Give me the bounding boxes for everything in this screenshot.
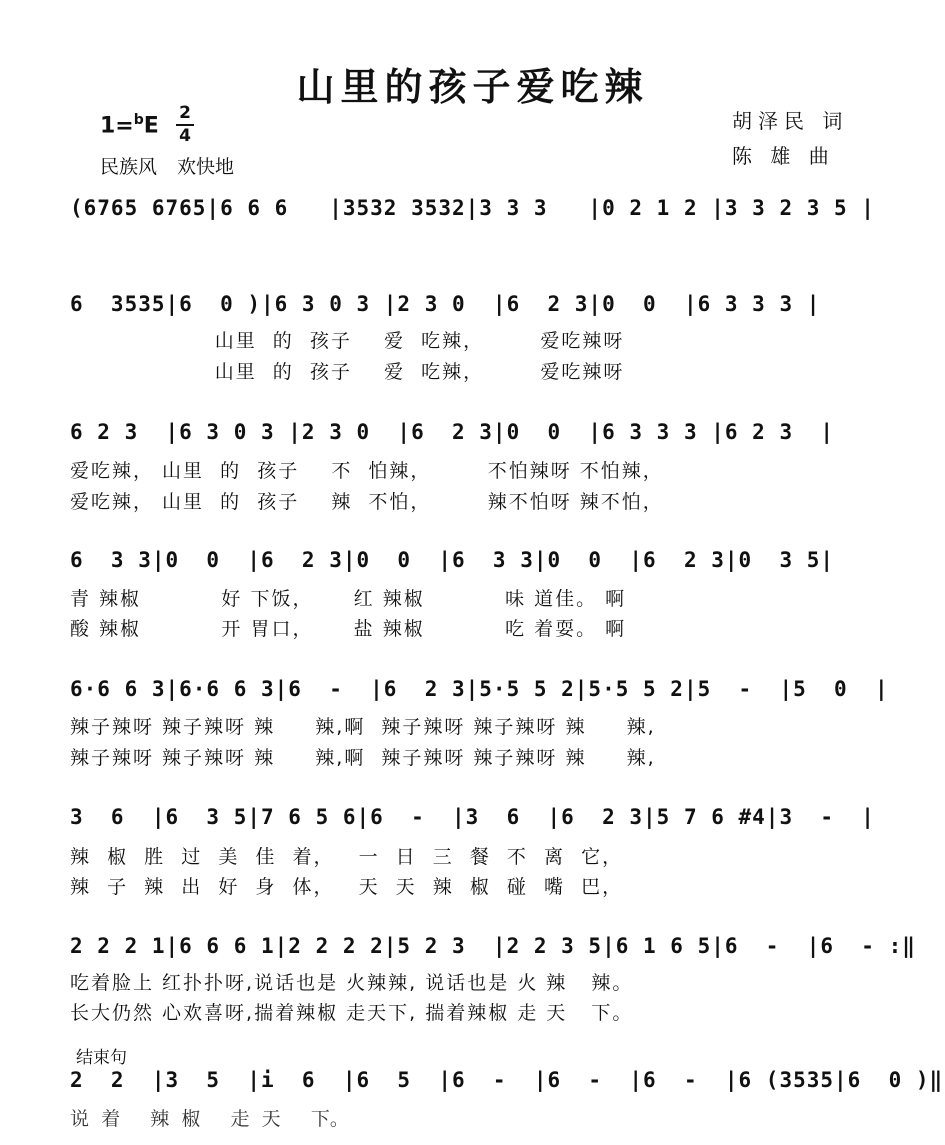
- composer-credit: 陈 雄 曲: [732, 144, 835, 168]
- cut-off-lyric-row: 说 着 辣 椒 走 天 下。: [70, 1108, 349, 1130]
- ending-label: 结束句: [76, 1048, 127, 1068]
- lyric-row: 山里 的 孩子 爱 吃辣， 爱吃辣呀: [70, 330, 625, 352]
- time-signature: [176, 104, 194, 146]
- lyricist-credit: 胡泽民 词: [732, 109, 849, 133]
- notation-row: 6·6 6 3|6·6 6 3|6 - |6 2 3|5·5 5 2|5·5 5 2|5 - |5 0 |: [70, 677, 889, 701]
- time-signature-bottom: 4: [179, 126, 191, 146]
- key-signature: [100, 112, 159, 138]
- flat-sign: b: [133, 112, 144, 128]
- lyric-row: 辣 子 辣 出 好 身 体， 天 天 辣 椒 碰 嘴 巴，: [70, 876, 624, 898]
- lyric-row: 山里 的 孩子 爱 吃辣， 爱吃辣呀: [70, 361, 625, 383]
- key-label: 1=: [100, 113, 134, 139]
- time-signature-top: 2: [179, 103, 191, 123]
- lyric-row: 辣子辣呀 辣子辣呀 辣 辣,啊 辣子辣呀 辣子辣呀 辣 辣,: [70, 747, 656, 769]
- lyric-row: 辣 椒 胜 过 美 佳 着， 一 日 三 餐 不 离 它，: [70, 846, 624, 868]
- lyric-row: 青 辣椒 好 下饭， 红 辣椒 味 道佳。 啊: [70, 588, 627, 610]
- lyric-row: 爱吃辣， 山里 的 孩子 不 怕辣， 不怕辣呀 不怕辣，: [70, 460, 664, 482]
- score-title: 山里的孩子爱吃辣: [296, 65, 649, 109]
- notation-row: 6 2 3 |6 3 0 3 |2 3 0 |6 2 3|0 0 |6 3 3 3 |6 2 3 |: [70, 420, 835, 444]
- notation-row: 2 2 2 1|6 6 6 1|2 2 2 2|5 2 3 |2 2 3 5|6 1 6 5|6 - |6 - :‖: [70, 934, 916, 958]
- notation-row: 6 3535|6 0 )|6 3 0 3 |2 3 0 |6 2 3|0 0 |6 3 3 3 |: [70, 292, 821, 316]
- lyric-row: 酸 辣椒 开 胃口， 盐 辣椒 吃 着耍。 啊: [70, 618, 627, 640]
- lyric-row: 爱吃辣， 山里 的 孩子 辣 不怕， 辣不怕呀 辣不怕，: [70, 491, 664, 513]
- key-note: E: [143, 113, 159, 139]
- notation-row: 2 2 |3 5 |i 6 |6 5 |6 - |6 - |6 - |6 (3535|6 0 )‖: [70, 1068, 944, 1092]
- lyric-row: 长大仍然 心欢喜呀,揣着辣椒 走天下, 揣着辣椒 走 天 下。: [70, 1002, 634, 1024]
- lyric-row: 辣子辣呀 辣子辣呀 辣 辣,啊 辣子辣呀 辣子辣呀 辣 辣,: [70, 716, 656, 738]
- notation-row: 3 6 |6 3 5|7 6 5 6|6 - |3 6 |6 2 3|5 7 6 #4|3 - |: [70, 805, 875, 829]
- notation-row: 6 3 3|0 0 |6 2 3|0 0 |6 3 3|0 0 |6 2 3|0 3 5|: [70, 548, 835, 572]
- style-marking: 民族风 欢快地: [100, 156, 235, 178]
- lyric-row: 吃着脸上 红扑扑呀,说话也是 火辣辣, 说话也是 火 辣 辣。: [70, 972, 634, 994]
- notation-row: (6765 6765|6 6 6 |3532 3532|3 3 3 |0 2 1 2 |3 3 2 3 5 |: [70, 196, 875, 220]
